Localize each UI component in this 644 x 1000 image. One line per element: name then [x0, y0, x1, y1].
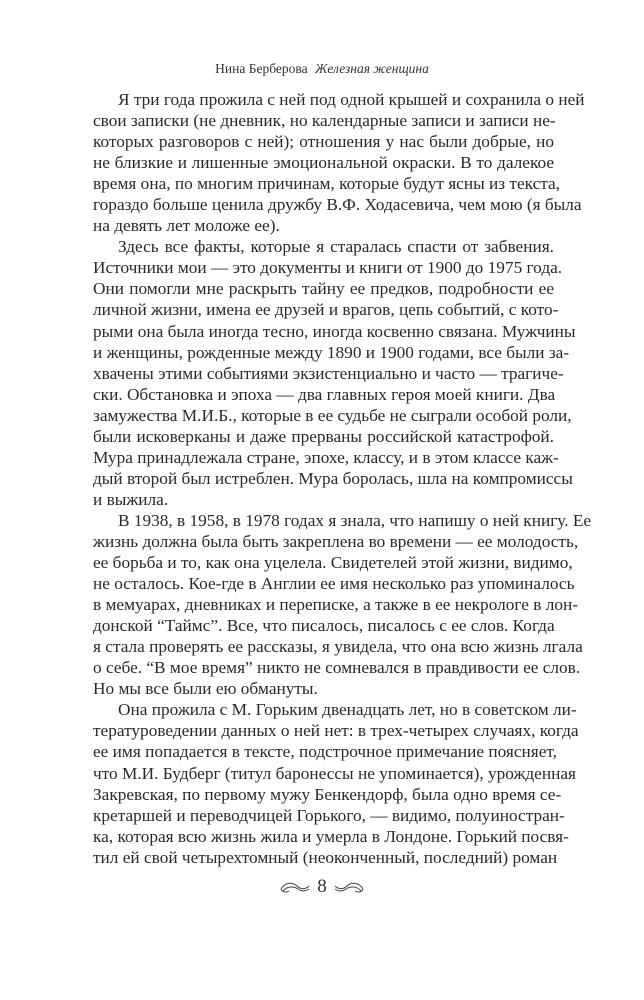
page-footer [0, 876, 644, 898]
text-line: свои записки (не дневник, но календарные записи и записи не- [93, 111, 556, 131]
text-line: на девять лет моложе ее). [93, 216, 280, 236]
left-swash-ornament-icon [279, 880, 311, 894]
page-body-text [93, 89, 592, 868]
text-line: личной жизни, имена ее друзей и врагов, цепь событий, с кото- [93, 300, 559, 320]
running-header [0, 61, 644, 77]
text-line: Они помогли мне раскрыть тайну ее предков, подробности ее [93, 279, 554, 299]
text-line: гораздо больше ценила дружбу В.Ф. Ходасевича, чем мою (я была [93, 195, 582, 215]
text-line: донской “Таймс”. Все, что писалось, писалось с ее слов. Когда [93, 616, 555, 636]
text-line: дый второй был истреблен. Мура боролась, шла на компромиссы [93, 468, 573, 488]
text-line: я стала проверять ее рассказы, я увидела, что она всю жизнь лгала [93, 637, 583, 657]
page-number: 8 [317, 876, 327, 897]
header-author: Нина Берберова [215, 61, 308, 76]
text-line: Источники мои — это документы и книги от 1900 до 1975 года. [93, 258, 563, 278]
text-line: В 1938, в 1958, в 1978 годах я знала, что напишу о ней книгу. Ее [118, 510, 592, 530]
text-line: Здесь все факты, которые я старалась спасти от забвения. [118, 237, 554, 257]
text-line: в мемуарах, дневниках и переписке, а также в ее некрологе в лон- [93, 595, 578, 615]
text-line: жизнь должна была быть закреплена во времени — ее молодость, [93, 531, 579, 551]
text-line: ка, которая всю жизнь жила и умерла в Лондоне. Горький посвя- [93, 826, 569, 846]
paragraph [93, 236, 576, 510]
text-line: Она прожила с М. Горьким двенадцать лет, но в советском ли- [118, 700, 577, 720]
text-line: что М.И. Будберг (титул баронессы не упоминается), урожденная [93, 763, 576, 783]
text-line: замужества М.И.Б., которые в ее судьбе не сыграли особой роли, [93, 405, 572, 425]
text-line: Закревская, по первому мужу Бенкендорф, была одно время се- [93, 784, 562, 804]
text-line: и женщины, рожденные между 1890 и 1900 годами, все были за- [93, 342, 570, 362]
text-line: тил ей свой четырехтомный (неоконченный, последний) роман [93, 847, 558, 867]
text-line: которых разговоров с ней); отношения у нас были добрые, но [93, 132, 554, 152]
text-line: о себе. “В мое время” никто не сомневался в правдивости ее слов. [93, 658, 581, 678]
text-line: тературоведении данных о ней нет: в трех-четырех случаях, когда [93, 721, 579, 741]
text-line: кретаршей и переводчицей Горького, — видимо, полуиностран- [93, 805, 565, 825]
right-swash-ornament-icon [333, 880, 365, 894]
header-book-title: Железная женщина [314, 61, 429, 76]
text-line: Но мы все были ею обмануты. [93, 679, 318, 699]
paragraph [93, 699, 579, 867]
text-line: и выжила. [93, 489, 169, 509]
text-line: Мура принадлежала стране, эпохе, классу, и в этом классе каж- [93, 447, 559, 467]
text-line: не близкие и лишенные эмоциональной окраски. В то далекое [93, 153, 554, 173]
text-line: ее борьба и то, как она уцелела. Свидетелей этой жизни, видимо, [93, 553, 573, 573]
text-line: рыми она была иногда тесно, иногда косвенно связана. Мужчины [93, 321, 576, 341]
text-line: хвачены этими событиями экзистенциально и часто — трагиче- [93, 363, 564, 383]
text-line: ее имя попадается в тексте, подстрочное примечание поясняет, [93, 742, 557, 762]
text-line: ски. Обстановка и эпоха — два главных героя моей книги. Два [93, 384, 556, 404]
paragraph [93, 510, 592, 699]
paragraph [93, 89, 585, 236]
text-line: были исковерканы и даже прерваны российской катастрофой. [93, 426, 554, 446]
text-line: Я три года прожила с ней под одной крышей и сохранила о ней [118, 90, 585, 109]
text-line: время она, по многим причинам, которые будут ясны из текста, [93, 174, 561, 194]
text-line: не осталось. Кое-где в Англии ее имя несколько раз упоминалось [93, 574, 575, 594]
